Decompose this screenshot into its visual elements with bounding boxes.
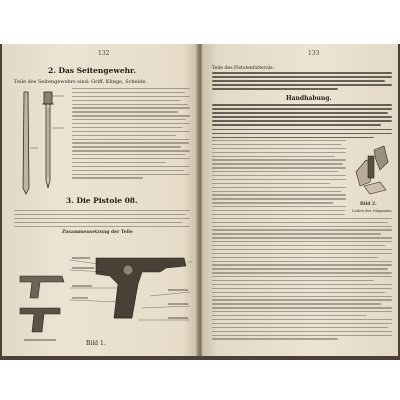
- left-page: [2, 44, 198, 356]
- pistol-intro-text: [14, 210, 190, 229]
- figure-2-sub: Laden des Magazins.: [352, 208, 393, 213]
- pistol-diagram: [10, 236, 194, 348]
- right-first-line: Teile des Pistolenfutterals:: [212, 66, 275, 71]
- bayonet-illustration: [16, 88, 76, 200]
- sidegun-heading: 2. Das Seitengewehr.: [48, 66, 136, 75]
- handling-text-bottom: [212, 210, 392, 342]
- handling-text-column: [212, 140, 346, 210]
- left-page-number: 132: [98, 50, 110, 57]
- open-book: [0, 44, 400, 360]
- drawing-title: Zusammensetzung der Teile: [62, 230, 133, 235]
- figure-2-caption: Bild 2.: [360, 202, 377, 207]
- handling-text-top: [212, 104, 392, 141]
- handling-heading: Handhabung.: [286, 95, 332, 102]
- sidegun-intro: Teile des Seitengewehrs sind: Griff, Klinge, Scheide.: [14, 79, 147, 85]
- magazine-loading-illustration: [350, 142, 394, 200]
- figure-1-label: Bild 1.: [86, 340, 106, 347]
- right-page-number: 133: [308, 50, 320, 57]
- right-top-text: [212, 72, 392, 92]
- pistol-heading: 3. Die Pistole 08.: [66, 196, 138, 205]
- right-page: [202, 44, 398, 356]
- sidegun-text: [72, 88, 190, 181]
